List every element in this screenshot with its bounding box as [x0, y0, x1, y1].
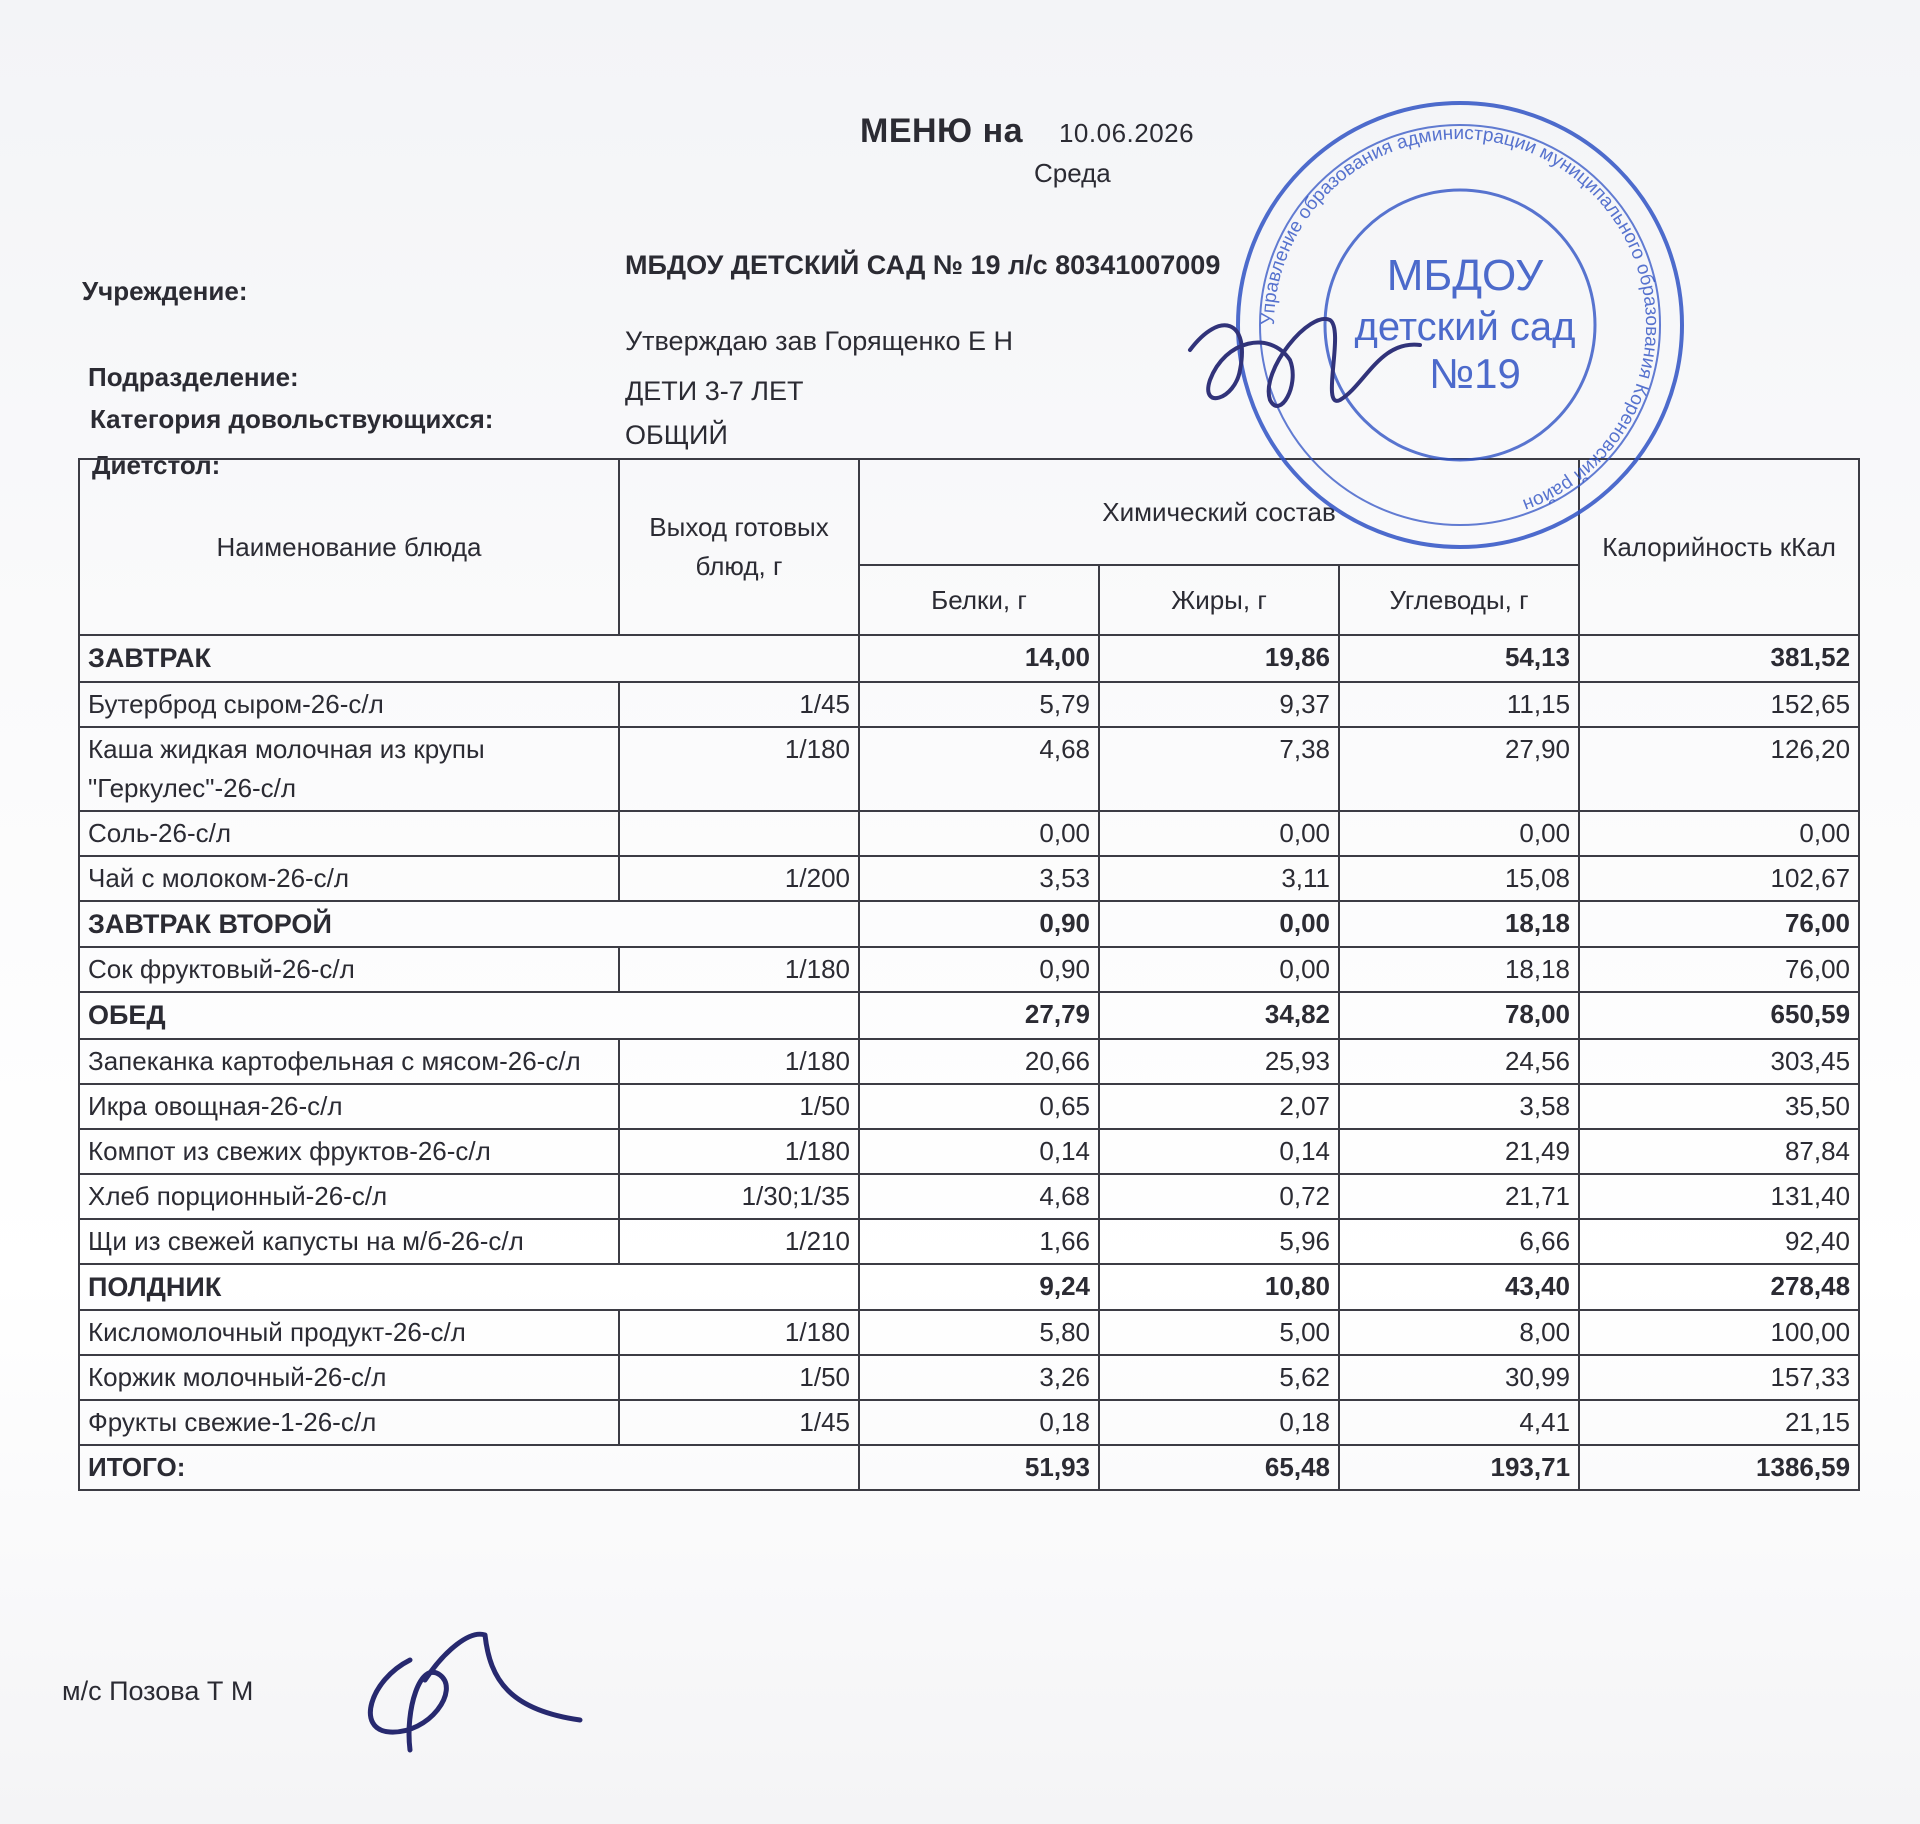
dish-name: Соль-26-с/л	[79, 811, 619, 856]
dish-protein: 3,26	[859, 1355, 1099, 1400]
dish-fat: 5,96	[1099, 1219, 1339, 1264]
section-protein: 14,00	[859, 635, 1099, 682]
dish-name: Хлеб порционный-26-с/л	[79, 1174, 619, 1219]
section-fat: 10,80	[1099, 1264, 1339, 1311]
dish-name: Компот из свежих фруктов-26-с/л	[79, 1129, 619, 1174]
total-carbs: 193,71	[1339, 1445, 1579, 1490]
total-protein: 51,93	[859, 1445, 1099, 1490]
section-protein: 27,79	[859, 992, 1099, 1039]
dish-fat: 25,93	[1099, 1039, 1339, 1084]
dish-protein: 0,00	[859, 811, 1099, 856]
dish-protein: 4,68	[859, 727, 1099, 811]
dish-row	[79, 947, 1859, 992]
section-energy: 278,48	[1579, 1264, 1859, 1311]
weekday: Среда	[1034, 158, 1111, 188]
section-row	[79, 635, 1859, 682]
section-carbs: 78,00	[1339, 992, 1579, 1039]
section-energy: 76,00	[1579, 901, 1859, 948]
approval-text: Утверждаю зав Горященко Е Н	[625, 326, 1014, 356]
dish-carbs: 18,18	[1339, 947, 1579, 992]
dish-row	[79, 1129, 1859, 1174]
dish-fat: 5,62	[1099, 1355, 1339, 1400]
dish-name: Бутерброд сыром-26-с/л	[79, 682, 619, 727]
dish-protein: 0,14	[859, 1129, 1099, 1174]
dish-yield: 1/200	[619, 856, 859, 901]
dish-name: Сок фруктовый-26-с/л	[79, 947, 619, 992]
dish-energy: 303,45	[1579, 1039, 1859, 1084]
dish-yield: 1/30;1/35	[619, 1174, 859, 1219]
col-header-carbs: Углеводы, г	[1339, 565, 1579, 635]
total-energy: 1386,59	[1579, 1445, 1859, 1490]
document-title	[860, 112, 1194, 151]
dish-row	[79, 1039, 1859, 1084]
dish-name: Щи из свежей капусты на м/б-26-с/л	[79, 1219, 619, 1264]
dish-row	[79, 1355, 1859, 1400]
section-protein: 0,90	[859, 901, 1099, 948]
dish-fat: 7,38	[1099, 727, 1339, 811]
col-header-fat: Жиры, г	[1099, 565, 1339, 635]
col-header-protein: Белки, г	[859, 565, 1099, 635]
svg-text:детский сад: детский сад	[1354, 305, 1576, 349]
dish-row	[79, 1219, 1859, 1264]
dish-carbs: 21,49	[1339, 1129, 1579, 1174]
dish-protein: 5,80	[859, 1310, 1099, 1355]
dish-yield: 1/180	[619, 1129, 859, 1174]
dish-carbs: 24,56	[1339, 1039, 1579, 1084]
dish-yield: 1/180	[619, 1039, 859, 1084]
dish-name: Кисломолочный продукт-26-с/л	[79, 1310, 619, 1355]
section-name: ОБЕД	[79, 992, 859, 1039]
section-carbs: 43,40	[1339, 1264, 1579, 1311]
section-energy: 381,52	[1579, 635, 1859, 682]
nurse-signer: м/с Позова Т М	[62, 1676, 254, 1706]
svg-text:МБДОУ: МБДОУ	[1386, 251, 1544, 300]
dish-protein: 5,79	[859, 682, 1099, 727]
dish-name: Фрукты свежие-1-26-с/л	[79, 1400, 619, 1445]
section-carbs: 54,13	[1339, 635, 1579, 682]
section-name: ЗАВТРАК	[79, 635, 859, 682]
director-signature	[1180, 290, 1430, 430]
col-header-chem: Химический состав	[859, 459, 1579, 565]
dish-carbs: 6,66	[1339, 1219, 1579, 1264]
dish-row	[79, 727, 1859, 811]
dish-name: Коржик молочный-26-с/л	[79, 1355, 619, 1400]
institution-label: Учреждение:	[82, 276, 248, 306]
dish-energy: 100,00	[1579, 1310, 1859, 1355]
dish-yield: 1/180	[619, 727, 859, 811]
total-label: ИТОГО:	[79, 1445, 859, 1490]
col-header-name: Наименование блюда	[79, 459, 619, 635]
dish-row	[79, 1400, 1859, 1445]
dish-energy: 0,00	[1579, 811, 1859, 856]
institution-value: МБДОУ ДЕТСКИЙ САД № 19 л/с 80341007009	[625, 250, 1221, 280]
section-fat: 0,00	[1099, 901, 1339, 948]
dish-row	[79, 1084, 1859, 1129]
section-carbs: 18,18	[1339, 901, 1579, 948]
dish-energy: 92,40	[1579, 1219, 1859, 1264]
dish-protein: 0,90	[859, 947, 1099, 992]
dish-fat: 0,14	[1099, 1129, 1339, 1174]
subdivision-label: Подразделение:	[88, 362, 299, 392]
section-protein: 9,24	[859, 1264, 1099, 1311]
dish-fat: 9,37	[1099, 682, 1339, 727]
dish-name: Икра овощная-26-с/л	[79, 1084, 619, 1129]
dish-yield: 1/50	[619, 1355, 859, 1400]
dish-energy: 157,33	[1579, 1355, 1859, 1400]
dish-row	[79, 1174, 1859, 1219]
dish-protein: 0,65	[859, 1084, 1099, 1129]
category-value: ДЕТИ 3-7 ЛЕТ	[625, 376, 804, 406]
dish-protein: 1,66	[859, 1219, 1099, 1264]
section-row	[79, 992, 1859, 1039]
category-label: Категория довольствующихся:	[90, 404, 494, 434]
dish-name: Чай с молоком-26-с/л	[79, 856, 619, 901]
title-text: МЕНЮ на	[860, 112, 1024, 150]
dish-yield: 1/50	[619, 1084, 859, 1129]
diet-label: Диетстол:	[92, 450, 221, 480]
dish-fat: 0,00	[1099, 947, 1339, 992]
section-energy: 650,59	[1579, 992, 1859, 1039]
total-row	[79, 1445, 1859, 1490]
col-header-energy: Калорийность кКал	[1579, 459, 1859, 635]
menu-table-body	[79, 635, 1859, 1490]
dish-energy: 87,84	[1579, 1129, 1859, 1174]
dish-fat: 0,18	[1099, 1400, 1339, 1445]
dish-protein: 3,53	[859, 856, 1099, 901]
section-name: ЗАВТРАК ВТОРОЙ	[79, 901, 859, 948]
dish-energy: 126,20	[1579, 727, 1859, 811]
dish-protein: 4,68	[859, 1174, 1099, 1219]
dish-protein: 0,18	[859, 1400, 1099, 1445]
section-row	[79, 1264, 1859, 1311]
dish-energy: 102,67	[1579, 856, 1859, 901]
dish-energy: 35,50	[1579, 1084, 1859, 1129]
dish-row	[79, 811, 1859, 856]
dish-carbs: 27,90	[1339, 727, 1579, 811]
svg-text:Управление образования админис: Управление образования администрации муниципального образования Кореновский район	[1257, 122, 1663, 516]
dish-fat: 0,00	[1099, 811, 1339, 856]
total-fat: 65,48	[1099, 1445, 1339, 1490]
section-row	[79, 901, 1859, 948]
dish-yield: 1/45	[619, 682, 859, 727]
dish-yield: 1/180	[619, 947, 859, 992]
dish-fat: 5,00	[1099, 1310, 1339, 1355]
dish-row	[79, 856, 1859, 901]
dish-carbs: 11,15	[1339, 682, 1579, 727]
dish-row	[79, 682, 1859, 727]
dish-energy: 21,15	[1579, 1400, 1859, 1445]
dish-protein: 20,66	[859, 1039, 1099, 1084]
dish-name: Каша жидкая молочная из крупы "Геркулес"-26-с/л	[79, 727, 619, 811]
dish-yield: 1/210	[619, 1219, 859, 1264]
dish-name: Запеканка картофельная с мясом-26-с/л	[79, 1039, 619, 1084]
dish-yield	[619, 811, 859, 856]
dish-carbs: 8,00	[1339, 1310, 1579, 1355]
nurse-signature	[350, 1620, 590, 1760]
svg-text:№19: №19	[1429, 350, 1521, 397]
dish-fat: 2,07	[1099, 1084, 1339, 1129]
dish-carbs: 21,71	[1339, 1174, 1579, 1219]
dish-energy: 76,00	[1579, 947, 1859, 992]
diet-value: ОБЩИЙ	[625, 420, 728, 450]
menu-date: 10.06.2026	[1058, 118, 1195, 148]
dish-fat: 0,72	[1099, 1174, 1339, 1219]
dish-fat: 3,11	[1099, 856, 1339, 901]
dish-carbs: 30,99	[1339, 1355, 1579, 1400]
section-name: ПОЛДНИК	[79, 1264, 859, 1311]
section-fat: 19,86	[1099, 635, 1339, 682]
menu-table	[78, 458, 1860, 1491]
dish-yield: 1/45	[619, 1400, 859, 1445]
dish-carbs: 4,41	[1339, 1400, 1579, 1445]
dish-carbs: 0,00	[1339, 811, 1579, 856]
col-header-yield: Выход готовых блюд, г	[619, 459, 859, 635]
dish-carbs: 15,08	[1339, 856, 1579, 901]
dish-energy: 152,65	[1579, 682, 1859, 727]
dish-carbs: 3,58	[1339, 1084, 1579, 1129]
dish-energy: 131,40	[1579, 1174, 1859, 1219]
dish-row	[79, 1310, 1859, 1355]
dish-yield: 1/180	[619, 1310, 859, 1355]
section-fat: 34,82	[1099, 992, 1339, 1039]
